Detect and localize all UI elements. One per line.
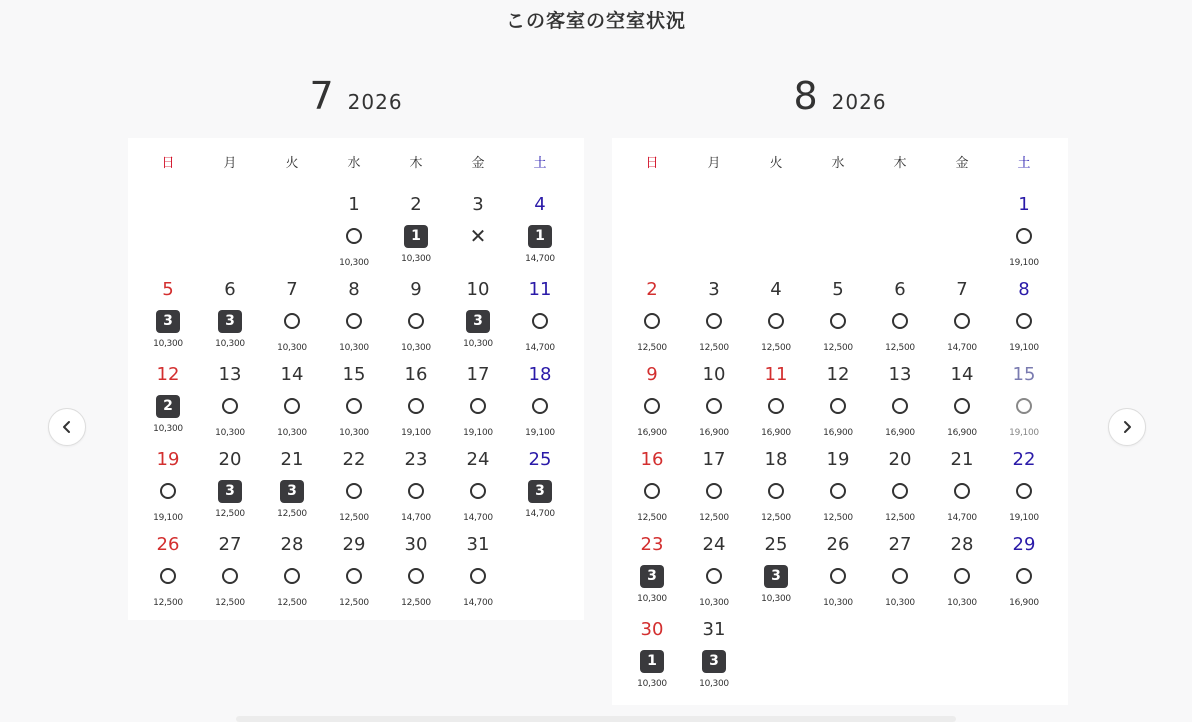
day-number: 24 bbox=[702, 534, 726, 555]
day-price: 19,100 bbox=[463, 428, 493, 438]
rooms-left-badge bbox=[640, 649, 664, 673]
day-price: 12,500 bbox=[401, 598, 431, 608]
day-number: 18 bbox=[764, 449, 788, 470]
day-price: 19,100 bbox=[1009, 428, 1039, 438]
day-price: 14,700 bbox=[463, 598, 493, 608]
day-number: 5 bbox=[832, 279, 844, 300]
calendar-august bbox=[612, 138, 1068, 705]
day-price: 12,500 bbox=[637, 513, 667, 523]
day-price: 16,900 bbox=[947, 428, 977, 438]
day-price: 12,500 bbox=[823, 343, 853, 353]
day-number: 6 bbox=[224, 279, 236, 300]
day-number: 21 bbox=[950, 449, 974, 470]
rooms-left-count: 3 bbox=[218, 310, 242, 333]
day-number: 7 bbox=[286, 279, 298, 300]
day-number: 2 bbox=[646, 279, 658, 300]
day-price: 10,300 bbox=[153, 339, 183, 349]
calendar-day-cell[interactable] bbox=[199, 223, 261, 349]
day-price: 10,300 bbox=[947, 598, 977, 608]
weekday-header: 木 bbox=[893, 156, 907, 171]
day-price: 12,500 bbox=[277, 598, 307, 608]
calendar-day-cell[interactable] bbox=[447, 308, 509, 438]
available-circle-icon bbox=[466, 564, 490, 588]
day-price: 16,900 bbox=[885, 428, 915, 438]
day-price: 19,100 bbox=[1009, 258, 1039, 268]
calendar-day-cell[interactable] bbox=[137, 223, 199, 349]
calendar-day-cell[interactable] bbox=[199, 308, 261, 438]
day-price: 10,300 bbox=[401, 254, 431, 264]
calendar-day-cell[interactable] bbox=[385, 223, 447, 353]
calendar-day-cell[interactable] bbox=[323, 478, 385, 608]
day-number: 30 bbox=[640, 619, 664, 640]
calendar-day-cell[interactable] bbox=[385, 478, 447, 608]
day-number: 28 bbox=[280, 534, 304, 555]
calendar-day-cell[interactable] bbox=[621, 308, 683, 438]
rooms-left-count: 3 bbox=[702, 650, 726, 673]
calendar-day-cell[interactable] bbox=[745, 393, 807, 523]
calendar-day-cell[interactable] bbox=[993, 478, 1055, 608]
weekday-header: 水 bbox=[831, 156, 845, 171]
day-number: 10 bbox=[466, 279, 490, 300]
circle-icon bbox=[160, 568, 176, 584]
rooms-left-count: 2 bbox=[156, 395, 180, 418]
rooms-left-count: 1 bbox=[528, 225, 552, 248]
day-price: 19,100 bbox=[1009, 513, 1039, 523]
day-price: 10,300 bbox=[215, 428, 245, 438]
calendar-day-cell[interactable] bbox=[621, 563, 683, 689]
calendar-day-cell[interactable] bbox=[621, 223, 683, 353]
day-price: 19,100 bbox=[153, 513, 183, 523]
day-number: 15 bbox=[1012, 364, 1036, 385]
day-number: 19 bbox=[826, 449, 850, 470]
day-price: 12,500 bbox=[699, 343, 729, 353]
calendar-day-cell[interactable] bbox=[509, 138, 571, 264]
circle-icon bbox=[830, 568, 846, 584]
calendar-day-cell[interactable] bbox=[509, 393, 571, 519]
day-number: 16 bbox=[640, 449, 664, 470]
calendar-day-cell[interactable] bbox=[621, 393, 683, 523]
calendar-day-cell[interactable] bbox=[261, 478, 323, 608]
day-price: 10,300 bbox=[339, 428, 369, 438]
day-price: 10,300 bbox=[463, 339, 493, 349]
weekday-header: 月 bbox=[223, 156, 237, 171]
calendar-day-cell[interactable] bbox=[683, 478, 745, 608]
available-circle-icon bbox=[280, 564, 304, 588]
day-price: 14,700 bbox=[947, 343, 977, 353]
available-circle-icon bbox=[404, 564, 428, 588]
rooms-left-count: 3 bbox=[466, 310, 490, 333]
day-number: 14 bbox=[950, 364, 974, 385]
rooms-left-count: 3 bbox=[764, 565, 788, 588]
day-number: 4 bbox=[770, 279, 782, 300]
day-price: 19,100 bbox=[1009, 343, 1039, 353]
day-price: 10,300 bbox=[637, 594, 667, 604]
day-price: 12,500 bbox=[215, 509, 245, 519]
month-header-0 bbox=[128, 74, 584, 124]
chevron-left-icon bbox=[60, 420, 74, 434]
calendar-day-cell[interactable] bbox=[745, 223, 807, 353]
month-number: 8 bbox=[793, 74, 818, 118]
day-price: 12,500 bbox=[215, 598, 245, 608]
day-number: 10 bbox=[702, 364, 726, 385]
calendar-day-cell[interactable] bbox=[807, 478, 869, 608]
calendar-day-cell[interactable] bbox=[137, 478, 199, 608]
calendar-day-cell[interactable] bbox=[261, 308, 323, 438]
day-price: 16,900 bbox=[1009, 598, 1039, 608]
page-title: この客室の空室状況 bbox=[505, 10, 686, 32]
day-price: 12,500 bbox=[339, 598, 369, 608]
day-number: 31 bbox=[702, 619, 726, 640]
calendar-day-cell[interactable] bbox=[385, 393, 447, 523]
calendar-day-cell[interactable] bbox=[807, 308, 869, 438]
day-number: 4 bbox=[534, 194, 546, 215]
day-number: 17 bbox=[466, 364, 490, 385]
available-circle-icon bbox=[1012, 564, 1036, 588]
calendar-day-cell[interactable] bbox=[261, 393, 323, 519]
day-price: 10,300 bbox=[885, 598, 915, 608]
day-price: 16,900 bbox=[823, 428, 853, 438]
rooms-left-count: 1 bbox=[640, 650, 664, 673]
rooms-left-count: 1 bbox=[404, 225, 428, 248]
day-number: 28 bbox=[950, 534, 974, 555]
available-circle-icon bbox=[888, 564, 912, 588]
calendar-day-cell[interactable] bbox=[323, 223, 385, 353]
weekday-header: 水 bbox=[347, 156, 361, 171]
weekday-header: 火 bbox=[769, 156, 783, 171]
calendar-day-cell[interactable] bbox=[447, 393, 509, 523]
day-price: 12,500 bbox=[699, 513, 729, 523]
calendar-day-cell[interactable] bbox=[621, 478, 683, 604]
day-price: 14,700 bbox=[525, 343, 555, 353]
day-price: 10,300 bbox=[401, 343, 431, 353]
chevron-right-icon bbox=[1120, 420, 1134, 434]
calendar-day-cell[interactable] bbox=[323, 138, 385, 268]
year-number: 2026 bbox=[347, 90, 403, 114]
rooms-left-badge bbox=[702, 649, 726, 673]
weekday-header: 火 bbox=[285, 156, 299, 171]
calendar-day-cell[interactable] bbox=[993, 223, 1055, 353]
day-number: 12 bbox=[826, 364, 850, 385]
day-number: 9 bbox=[410, 279, 422, 300]
day-number: 1 bbox=[348, 194, 360, 215]
day-number: 7 bbox=[956, 279, 968, 300]
day-number: 6 bbox=[894, 279, 906, 300]
available-circle-icon bbox=[218, 564, 242, 588]
year-number: 2026 bbox=[831, 90, 887, 114]
rooms-left-count: 3 bbox=[280, 480, 304, 503]
circle-icon bbox=[408, 568, 424, 584]
day-number: 12 bbox=[156, 364, 180, 385]
day-number: 29 bbox=[1012, 534, 1036, 555]
day-number: 16 bbox=[404, 364, 428, 385]
day-number: 5 bbox=[162, 279, 174, 300]
calendar-day-cell[interactable] bbox=[931, 223, 993, 353]
available-circle-icon bbox=[950, 564, 974, 588]
calendar-day-cell[interactable] bbox=[869, 223, 931, 353]
weekday-header: 日 bbox=[645, 156, 659, 171]
day-price: 12,500 bbox=[339, 513, 369, 523]
cross-icon: ✕ bbox=[469, 224, 487, 248]
circle-icon bbox=[222, 568, 238, 584]
calendar-day-cell[interactable] bbox=[199, 478, 261, 608]
rooms-left-count: 3 bbox=[640, 565, 664, 588]
day-number: 26 bbox=[156, 534, 180, 555]
day-number: 13 bbox=[888, 364, 912, 385]
day-number: 25 bbox=[528, 449, 552, 470]
day-number: 20 bbox=[888, 449, 912, 470]
calendar-day-cell[interactable] bbox=[261, 223, 323, 353]
day-number: 1 bbox=[1018, 194, 1030, 215]
day-number: 20 bbox=[218, 449, 242, 470]
day-number: 31 bbox=[466, 534, 490, 555]
calendar-day-cell[interactable] bbox=[447, 478, 509, 608]
calendar-day-cell[interactable] bbox=[199, 393, 261, 519]
weekday-header: 月 bbox=[707, 156, 721, 171]
calendar-day-cell[interactable] bbox=[807, 393, 869, 523]
day-price: 19,100 bbox=[401, 428, 431, 438]
day-number: 9 bbox=[646, 364, 658, 385]
day-price: 12,500 bbox=[761, 513, 791, 523]
day-price: 16,900 bbox=[699, 428, 729, 438]
calendar-day-cell[interactable] bbox=[993, 308, 1055, 438]
calendar-day-cell[interactable] bbox=[931, 308, 993, 438]
day-number: 8 bbox=[1018, 279, 1030, 300]
day-price: 14,700 bbox=[525, 254, 555, 264]
day-number: 2 bbox=[410, 194, 422, 215]
rooms-left-badge bbox=[528, 479, 552, 503]
calendar-day-cell[interactable] bbox=[869, 478, 931, 608]
calendar-day-cell bbox=[447, 138, 509, 248]
bottom-scroll-bar bbox=[236, 716, 956, 722]
day-number: 27 bbox=[888, 534, 912, 555]
day-number: 24 bbox=[466, 449, 490, 470]
weekday-header: 金 bbox=[955, 156, 969, 171]
day-price: 12,500 bbox=[153, 598, 183, 608]
available-circle-icon bbox=[342, 564, 366, 588]
circle-icon bbox=[1016, 568, 1032, 584]
day-price: 14,700 bbox=[463, 513, 493, 523]
calendar-day-cell[interactable] bbox=[745, 478, 807, 604]
day-price: 10,300 bbox=[699, 598, 729, 608]
prev-month-button[interactable] bbox=[48, 408, 86, 446]
weekday-header: 土 bbox=[1017, 156, 1031, 171]
day-number: 25 bbox=[764, 534, 788, 555]
day-price: 10,300 bbox=[637, 679, 667, 689]
day-price: 10,300 bbox=[215, 339, 245, 349]
day-number: 27 bbox=[218, 534, 242, 555]
circle-icon bbox=[284, 568, 300, 584]
next-month-button[interactable] bbox=[1108, 408, 1146, 446]
weekday-header: 木 bbox=[409, 156, 423, 171]
circle-icon bbox=[346, 568, 362, 584]
day-price: 10,300 bbox=[339, 258, 369, 268]
calendar-day-cell[interactable] bbox=[993, 393, 1055, 523]
calendar-day-cell[interactable] bbox=[509, 308, 571, 438]
day-number: 23 bbox=[404, 449, 428, 470]
circle-icon bbox=[954, 568, 970, 584]
day-price: 12,500 bbox=[885, 513, 915, 523]
calendar-day-cell[interactable] bbox=[509, 223, 571, 353]
calendar-day-cell[interactable] bbox=[931, 393, 993, 523]
weekday-header: 日 bbox=[161, 156, 175, 171]
calendar-day-cell[interactable] bbox=[869, 393, 931, 523]
day-price: 16,900 bbox=[761, 428, 791, 438]
day-number: 15 bbox=[342, 364, 366, 385]
day-number: 29 bbox=[342, 534, 366, 555]
day-number: 11 bbox=[764, 364, 788, 385]
calendar-day-cell[interactable] bbox=[931, 478, 993, 608]
day-number: 17 bbox=[702, 449, 726, 470]
day-price: 12,500 bbox=[823, 513, 853, 523]
day-price: 10,300 bbox=[339, 343, 369, 353]
day-price: 12,500 bbox=[761, 343, 791, 353]
day-number: 3 bbox=[708, 279, 720, 300]
calendar-day-cell[interactable] bbox=[683, 393, 745, 523]
rooms-left-count: 3 bbox=[528, 480, 552, 503]
day-price: 14,700 bbox=[401, 513, 431, 523]
available-circle-icon bbox=[156, 564, 180, 588]
day-price: 10,300 bbox=[153, 424, 183, 434]
day-number: 8 bbox=[348, 279, 360, 300]
circle-icon bbox=[892, 568, 908, 584]
day-number: 30 bbox=[404, 534, 428, 555]
rooms-left-count: 3 bbox=[156, 310, 180, 333]
calendar-day-cell[interactable] bbox=[385, 308, 447, 438]
day-number: 23 bbox=[640, 534, 664, 555]
day-number: 13 bbox=[218, 364, 242, 385]
day-number: 21 bbox=[280, 449, 304, 470]
day-price: 10,300 bbox=[277, 343, 307, 353]
calendar-july bbox=[128, 138, 584, 620]
day-price: 12,500 bbox=[637, 343, 667, 353]
day-price: 12,500 bbox=[885, 343, 915, 353]
day-number: 22 bbox=[342, 449, 366, 470]
rooms-left-count: 3 bbox=[218, 480, 242, 503]
calendar-day-cell[interactable] bbox=[137, 308, 199, 434]
day-price: 14,700 bbox=[525, 509, 555, 519]
calendar-day-cell[interactable] bbox=[745, 308, 807, 438]
calendar-day-cell[interactable] bbox=[323, 308, 385, 438]
day-price: 10,300 bbox=[823, 598, 853, 608]
calendar-day-cell[interactable] bbox=[869, 308, 931, 438]
circle-icon bbox=[470, 568, 486, 584]
day-price: 10,300 bbox=[699, 679, 729, 689]
calendar-day-cell[interactable] bbox=[447, 223, 509, 349]
rooms-left-badge bbox=[764, 564, 788, 588]
available-circle-icon bbox=[826, 564, 850, 588]
calendar-day-cell[interactable] bbox=[683, 563, 745, 689]
day-price: 14,700 bbox=[947, 513, 977, 523]
day-number: 19 bbox=[156, 449, 180, 470]
day-number: 18 bbox=[528, 364, 552, 385]
calendar-day-cell[interactable] bbox=[683, 223, 745, 353]
calendar-day-cell[interactable] bbox=[807, 223, 869, 353]
calendar-day-cell[interactable] bbox=[993, 138, 1055, 268]
weekday-header: 金 bbox=[471, 156, 485, 171]
day-number: 26 bbox=[826, 534, 850, 555]
month-number: 7 bbox=[309, 74, 334, 118]
day-price: 19,100 bbox=[525, 428, 555, 438]
day-price: 10,300 bbox=[761, 594, 791, 604]
calendar-day-cell[interactable] bbox=[323, 393, 385, 523]
day-number: 3 bbox=[472, 194, 484, 215]
calendar-day-cell[interactable] bbox=[385, 138, 447, 264]
day-price: 16,900 bbox=[637, 428, 667, 438]
day-number: 14 bbox=[280, 364, 304, 385]
day-price: 12,500 bbox=[277, 509, 307, 519]
day-price: 10,300 bbox=[277, 428, 307, 438]
month-header-1 bbox=[612, 74, 1068, 124]
calendar-day-cell[interactable] bbox=[683, 308, 745, 438]
day-number: 11 bbox=[528, 279, 552, 300]
day-number: 22 bbox=[1012, 449, 1036, 470]
weekday-header: 土 bbox=[533, 156, 547, 171]
calendar-day-cell[interactable] bbox=[137, 393, 199, 523]
